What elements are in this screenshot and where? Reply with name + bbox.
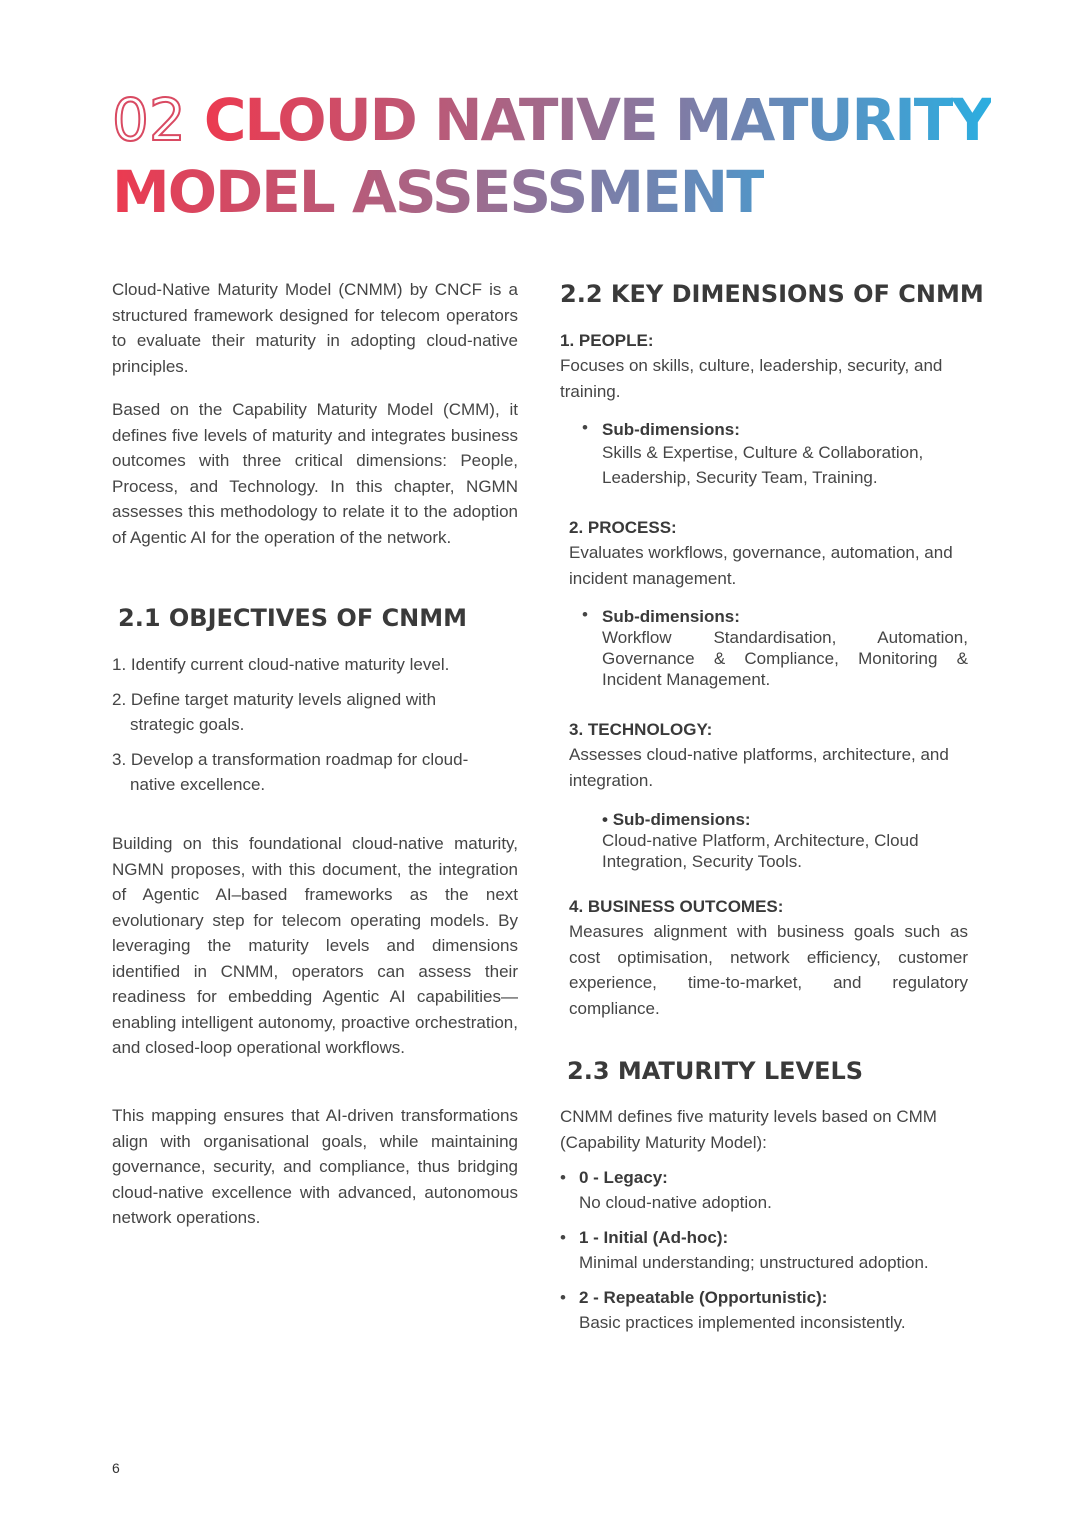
process-title: 2. PROCESS: <box>569 518 677 537</box>
business-text: Measures alignment with business goals such as cost optimisation, network efficiency, customer experience, time-to-market, and regulatory compliance. <box>569 922 968 1018</box>
process-sub: Workflow Standardisation, Automation, Governance & Compliance, Monitoring & Incident Management. <box>602 628 968 689</box>
sub-label: Sub-dimensions: <box>612 810 751 829</box>
technology-text: Assesses cloud-native platforms, architecture, and integration. <box>569 745 949 790</box>
bullet-icon: • <box>560 1288 566 1307</box>
people-text: Focuses on skills, culture, leadership, security, and training. <box>560 356 943 401</box>
level-item <box>560 1165 975 1215</box>
sub-label: Sub-dimensions: <box>602 607 740 626</box>
level-name: 2 - Repeatable (Opportunistic): <box>579 1288 828 1307</box>
level-item <box>560 1285 975 1335</box>
bullet-icon: • <box>560 1228 566 1247</box>
page-number: 6 <box>112 1460 120 1476</box>
technology-sub: Cloud-native Platform, Architecture, Cloud Integration, Security Tools. <box>602 831 919 871</box>
intro-paragraph: Cloud-Native Maturity Model (CNMM) by CNCF is a structured framework designed for telecom operators to evaluate their maturity in adopting cloud-native principles. <box>112 280 518 376</box>
sub-label: Sub-dimensions: <box>602 420 740 439</box>
bullet-icon: • <box>582 418 588 437</box>
level-item <box>560 1225 975 1275</box>
level-name: 0 - Legacy: <box>579 1168 668 1187</box>
level-name: 1 - Initial (Ad-hoc): <box>579 1228 729 1247</box>
bullet-icon: • <box>602 810 613 829</box>
chapter-number: 02 <box>112 86 186 154</box>
objective-item: 1. Identify current cloud-native maturity level. <box>112 655 450 674</box>
level-desc: Basic practices implemented inconsistently. <box>579 1313 906 1332</box>
cmm-paragraph: Based on the Capability Maturity Model (CMM), it defines five levels of maturity and integrates business outcomes with three critical dimensions: People, Process, and Technology. In this chapter, NGMN assesses this methodology to relate it to the adoption of Agentic AI for the operation of the network. <box>112 400 518 547</box>
people-title: 1. PEOPLE: <box>560 331 654 350</box>
people-sub: Skills & Expertise, Culture & Collaboration, Leadership, Security Team, Training. <box>602 443 924 487</box>
building-paragraph: Building on this foundational cloud-native maturity, NGMN proposes, with this document, the integration of Agentic AI–based frameworks as the next evolutionary step for telecom operating models. By leveraging the maturity levels and dimensions identified in CNMM, operators can assess their readiness for embedding Agentic AI capabilities—enabling intelligent autonomy, proactive orchestration, and closed-loop operational workflows. <box>112 834 518 1057</box>
mapping-paragraph: This mapping ensures that AI-driven transformations align with organisational goals, while maintaining governance, security, and compliance, thus bridging cloud-native excellence with advanced, autonomous network operations. <box>112 1106 518 1227</box>
technology-title: 3. TECHNOLOGY: <box>569 720 713 739</box>
business-title: 4. BUSINESS OUTCOMES: <box>569 897 784 916</box>
chapter-title <box>112 84 991 228</box>
bullet-icon: • <box>560 1168 566 1187</box>
title-line-1: CLOUD NATIVE MATURITY <box>203 86 992 154</box>
dimensions-heading: 2.2 KEY DIMENSIONS OF CNMM <box>560 280 984 308</box>
levels-heading: 2.3 MATURITY LEVELS <box>567 1057 864 1085</box>
objectives-heading: 2.1 OBJECTIVES OF CNMM <box>118 604 468 632</box>
title-line-2: MODEL ASSESSMENT <box>112 158 764 226</box>
levels-intro: CNMM defines five maturity levels based on CMM (Capability Maturity Model): <box>560 1107 937 1152</box>
objective-item: 3. Develop a transformation roadmap for cloud-native excellence. <box>112 750 469 794</box>
objective-item: 2. Define target maturity levels aligned with strategic goals. <box>112 690 437 734</box>
bullet-icon: • <box>582 605 588 624</box>
process-text: Evaluates workflows, governance, automation, and incident management. <box>569 543 953 588</box>
level-desc: No cloud-native adoption. <box>579 1193 772 1212</box>
level-desc: Minimal understanding; unstructured adoption. <box>579 1253 929 1272</box>
